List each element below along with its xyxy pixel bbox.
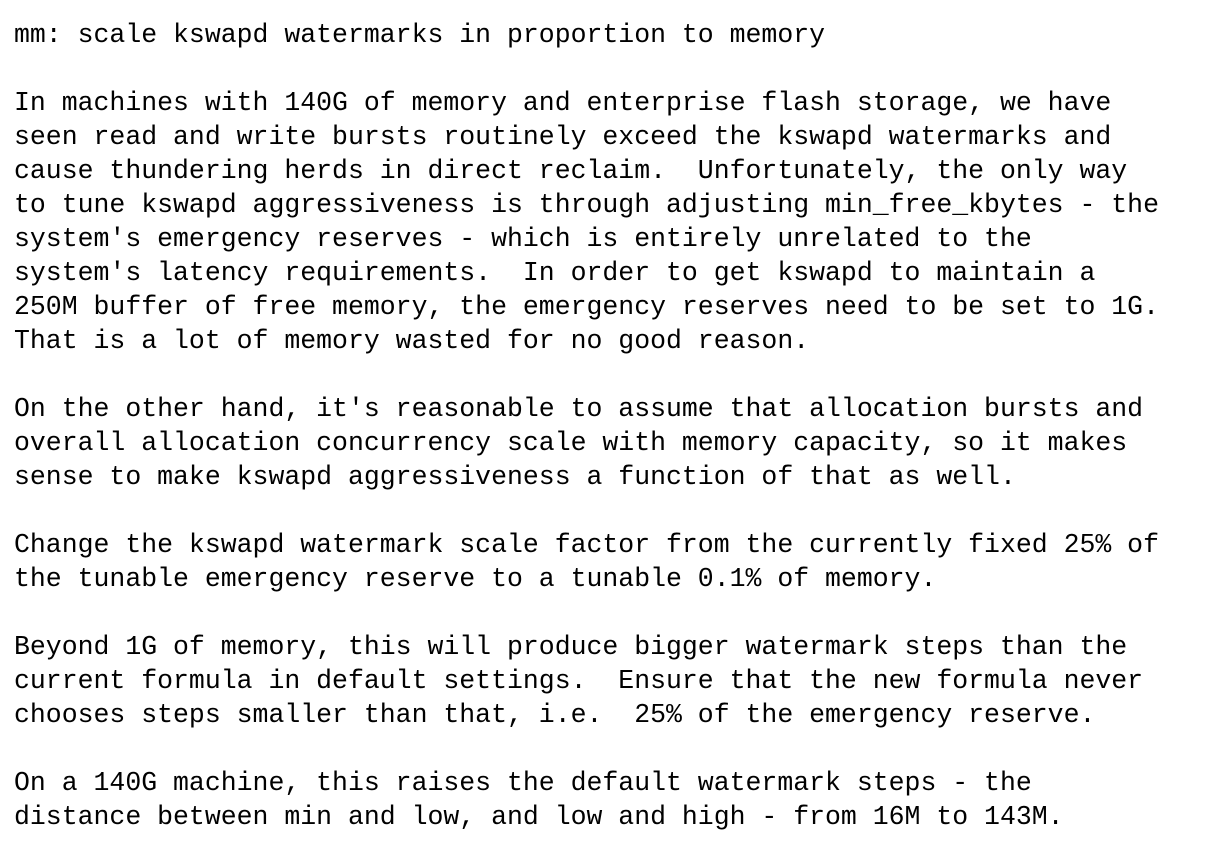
blank-line — [14, 596, 1216, 630]
text-line: On a 140G machine, this raises the default watermark steps - the — [14, 768, 1032, 798]
blank-line — [14, 494, 1216, 528]
text-line: to tune kswapd aggressiveness is through adjusting min_free_kbytes - the — [14, 190, 1159, 220]
paragraph-1 — [14, 86, 1216, 358]
text-line: the tunable emergency reserve to a tunable 0.1% of memory. — [14, 564, 937, 594]
text-line: current formula in default settings. Ensure that the new formula never — [14, 666, 1144, 696]
text-line: Beyond 1G of memory, this will produce bigger watermark steps than the — [14, 632, 1128, 662]
text-line: distance between min and low, and low and high - from 16M to 143M. — [14, 802, 1064, 832]
blank-line — [14, 358, 1216, 392]
text-line: In machines with 140G of memory and enterprise flash storage, we have — [14, 88, 1112, 118]
paragraph-4 — [14, 630, 1216, 732]
paragraph-5 — [14, 766, 1216, 834]
blank-line — [14, 52, 1216, 86]
text-line: seen read and write bursts routinely exceed the kswapd watermarks and — [14, 122, 1112, 152]
blank-line — [14, 732, 1216, 766]
text-line: 250M buffer of free memory, the emergency reserves need to be set to 1G. — [14, 292, 1159, 322]
text-line: That is a lot of memory wasted for no good reason. — [14, 326, 810, 356]
text-line: overall allocation concurrency scale with memory capacity, so it makes — [14, 428, 1128, 458]
paragraph-3 — [14, 528, 1216, 596]
text-line: system's latency requirements. In order to get kswapd to maintain a — [14, 258, 1096, 288]
text-line: Change the kswapd watermark scale factor from the currently fixed 25% of — [14, 530, 1159, 560]
text-line: cause thundering herds in direct reclaim. Unfortunately, the only way — [14, 156, 1128, 186]
paragraph-2 — [14, 392, 1216, 494]
text-line: sense to make kswapd aggressiveness a function of that as well. — [14, 462, 1016, 492]
text-line: On the other hand, it's reasonable to assume that allocation bursts and — [14, 394, 1144, 424]
text-line: system's emergency reserves - which is entirely unrelated to the — [14, 224, 1032, 254]
subject-line: mm: scale kswapd watermarks in proportion to memory — [14, 20, 826, 50]
text-line: chooses steps smaller than that, i.e. 25% of the emergency reserve. — [14, 700, 1096, 730]
